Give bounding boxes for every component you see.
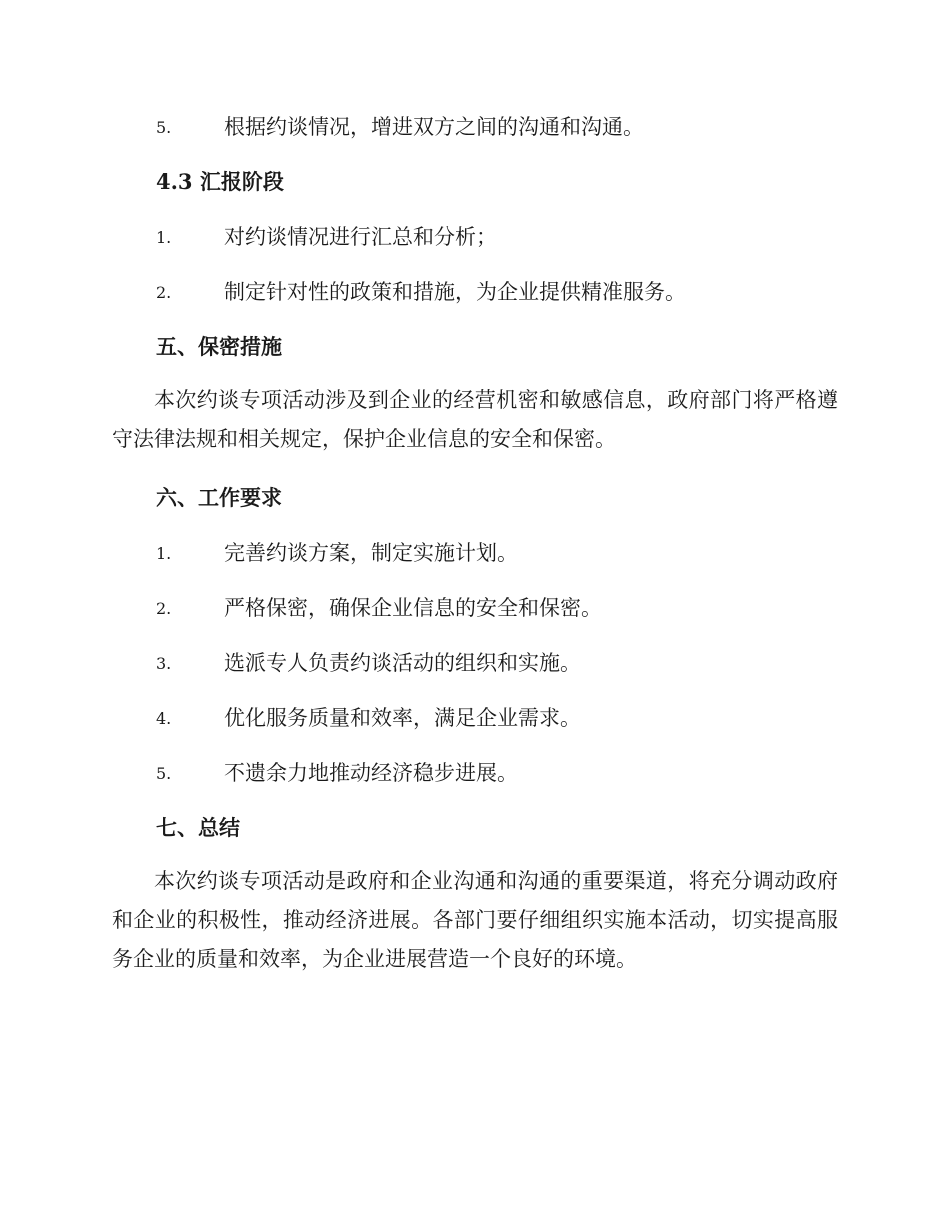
section-heading: 六、工作要求 (156, 485, 282, 510)
list-item-number: 1. (156, 544, 172, 563)
list-item-text: 不遗余力地推动经济稳步进展。 (224, 761, 518, 785)
list-item-text: 选派专人负责约谈活动的组织和实施。 (224, 651, 581, 675)
list-item-number: 2. (156, 599, 172, 618)
list-item-number: 1. (156, 228, 172, 247)
paragraph: 本次约谈专项活动涉及到企业的经营机密和敏感信息，政府部门将严格遵守法律法规和相关规定，保护企业信息的安全和保密。 (112, 388, 838, 451)
section-heading: 五、保密措施 (156, 334, 282, 359)
subsection-heading: 4.3 汇报阶段 (156, 169, 284, 194)
list-item-text: 优化服务质量和效率，满足企业需求。 (224, 706, 581, 730)
list-item-number: 3. (156, 654, 172, 673)
list-item-number: 5. (156, 118, 172, 137)
list-item-text: 制定针对性的政策和措施，为企业提供精准服务。 (224, 280, 686, 304)
list-item-number: 2. (156, 283, 172, 302)
paragraph: 本次约谈专项活动是政府和企业沟通和沟通的重要渠道，将充分调动政府和企业的积极性，推动经济进展。各部门要仔细组织实施本活动，切实提高服务企业的质量和效率，为企业进展营造一个良好的环境。 (112, 869, 838, 971)
list-item-text: 根据约谈情况，增进双方之间的沟通和沟通。 (224, 115, 644, 139)
list-item-text: 严格保密，确保企业信息的安全和保密。 (224, 596, 602, 620)
list-item-text: 完善约谈方案，制定实施计划。 (224, 541, 518, 565)
list-item-text: 对约谈情况进行汇总和分析； (224, 225, 497, 249)
list-item-number: 4. (156, 709, 172, 728)
list-item-number: 5. (156, 764, 172, 783)
section-heading: 七、总结 (156, 815, 240, 840)
